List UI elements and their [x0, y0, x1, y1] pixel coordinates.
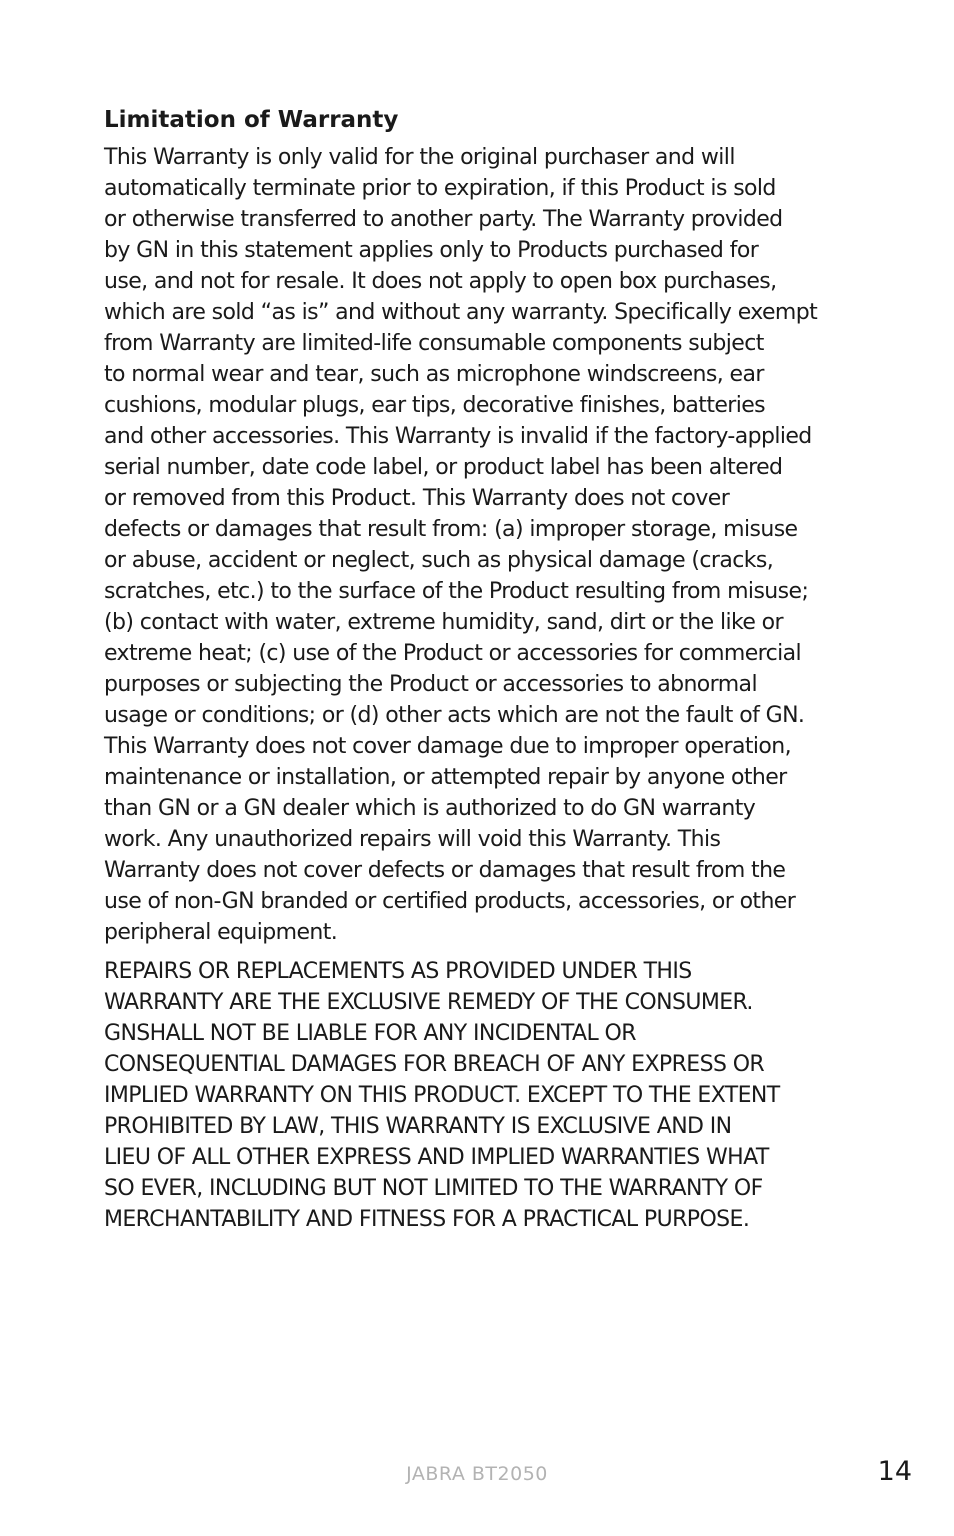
footer-brand: JABRA BT2050 — [406, 1463, 548, 1485]
paragraph-line: to normal wear and tear, such as microphone windscreens, ear — [104, 362, 764, 387]
paragraph-line: cushions, modular plugs, ear tips, decorative finishes, batteries — [104, 393, 766, 418]
paragraph-line: peripheral equipment. — [104, 920, 338, 945]
paragraph-line: scratches, etc.) to the surface of the Product resulting from misuse; — [104, 579, 809, 604]
warranty-paragraph — [104, 142, 864, 948]
paragraph-line: (b) contact with water, extreme humidity, sand, dirt or the like or — [104, 610, 783, 635]
paragraph-line: by GN in this statement applies only to Products purchased for — [104, 238, 759, 263]
paragraph-line: Warranty does not cover defects or damages that result from the — [104, 858, 786, 883]
paragraph-line: REPAIRS OR REPLACEMENTS AS PROVIDED UNDER THIS — [104, 959, 692, 984]
paragraph-line: automatically terminate prior to expiration, if this Product is sold — [104, 176, 776, 201]
paragraph-line: serial number, date code label, or product label has been altered — [104, 455, 783, 480]
paragraph-line: than GN or a GN dealer which is authorized to do GN warranty — [104, 796, 756, 821]
paragraph-line: use, and not for resale. It does not apply to open box purchases, — [104, 269, 777, 294]
paragraph-line: LIEU OF ALL OTHER EXPRESS AND IMPLIED WARRANTIES WHAT — [104, 1145, 769, 1170]
paragraph-line: work. Any unauthorized repairs will void this Warranty. This — [104, 827, 721, 852]
paragraph-line: This Warranty does not cover damage due to improper operation, — [104, 734, 791, 759]
disclaimer-paragraph — [104, 956, 864, 1235]
paragraph-line: SO EVER, INCLUDING BUT NOT LIMITED TO THE WARRANTY OF — [104, 1176, 763, 1201]
page-number: 14 — [877, 1456, 912, 1487]
paragraph-line: and other accessories. This Warranty is invalid if the factory-applied — [104, 424, 812, 449]
paragraph-line: CONSEQUENTIAL DAMAGES FOR BREACH OF ANY EXPRESS OR — [104, 1052, 765, 1077]
paragraph-line: which are sold “as is” and without any warranty. Specifically exempt — [104, 300, 818, 325]
paragraph-line: or abuse, accident or neglect, such as physical damage (cracks, — [104, 548, 774, 573]
paragraph-line: usage or conditions; or (d) other acts which are not the fault of GN. — [104, 703, 805, 728]
paragraph-line: defects or damages that result from: (a) improper storage, misuse — [104, 517, 798, 542]
section-heading: Limitation of Warranty — [104, 107, 399, 133]
paragraph-line: GNSHALL NOT BE LIABLE FOR ANY INCIDENTAL OR — [104, 1021, 636, 1046]
paragraph-line: or removed from this Product. This Warranty does not cover — [104, 486, 730, 511]
paragraph-line: purposes or subjecting the Product or accessories to abnormal — [104, 672, 757, 697]
paragraph-line: or otherwise transferred to another party. The Warranty provided — [104, 207, 783, 232]
paragraph-line: MERCHANTABILITY AND FITNESS FOR A PRACTICAL PURPOSE. — [104, 1207, 750, 1232]
paragraph-line: PROHIBITED BY LAW, THIS WARRANTY IS EXCLUSIVE AND IN — [104, 1114, 732, 1139]
paragraph-line: maintenance or installation, or attempted repair by anyone other — [104, 765, 787, 790]
paragraph-line: use of non-GN branded or certified products, accessories, or other — [104, 889, 796, 914]
document-page — [104, 104, 864, 1243]
paragraph-line: extreme heat; (c) use of the Product or accessories for commercial — [104, 641, 802, 666]
paragraph-line: This Warranty is only valid for the original purchaser and will — [104, 145, 735, 170]
paragraph-line: from Warranty are limited-life consumable components subject — [104, 331, 764, 356]
paragraph-line: IMPLIED WARRANTY ON THIS PRODUCT. EXCEPT TO THE EXTENT — [104, 1083, 780, 1108]
paragraph-line: WARRANTY ARE THE EXCLUSIVE REMEDY OF THE CONSUMER. — [104, 990, 753, 1015]
